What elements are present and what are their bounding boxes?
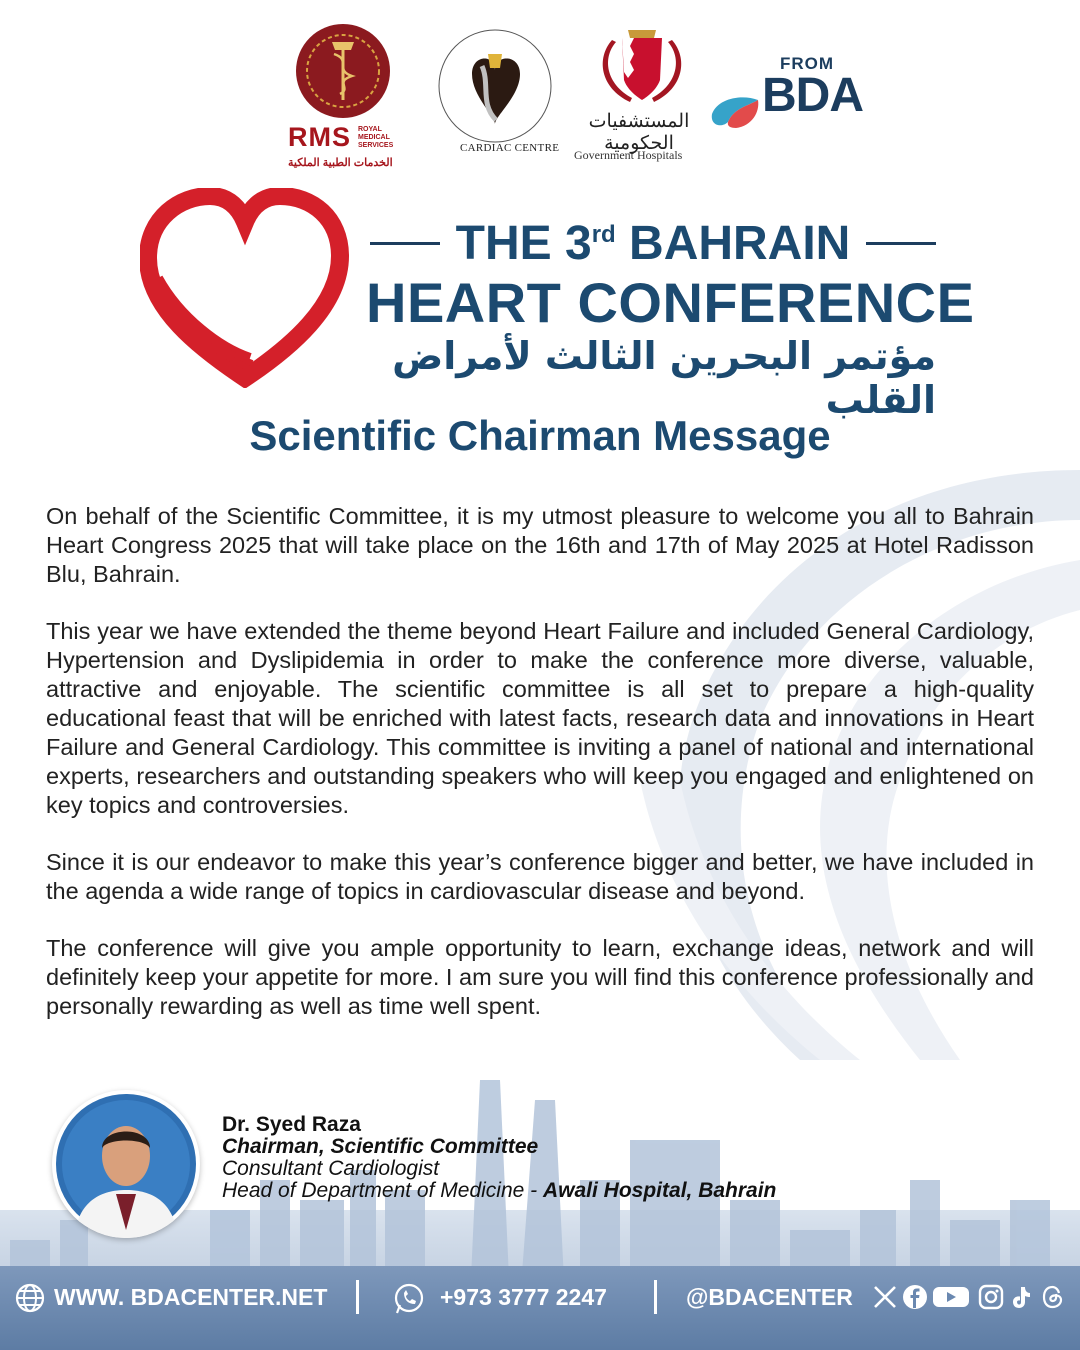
gov-arabic: المستشفيات الحكومية <box>588 110 690 154</box>
signature-block <box>222 1114 776 1202</box>
title-line-1 <box>370 216 936 272</box>
cardiac-emblem-icon <box>430 24 560 144</box>
tiktok-icon[interactable] <box>1008 1284 1034 1310</box>
avatar <box>52 1090 200 1238</box>
government-hospitals-logo <box>572 28 712 168</box>
threads-icon[interactable] <box>1040 1284 1066 1310</box>
signature-title: Consultant Cardiologist <box>222 1157 440 1180</box>
footer <box>0 1268 1080 1332</box>
whatsapp-icon <box>392 1282 426 1316</box>
signature-role: Chairman, Scientific Committee <box>222 1135 539 1158</box>
paragraph: The conference will give you ample opportunity to learn, exchange ideas, network and will definitely keep your appetite for more. I am sure you will find this conference professionally and personally rewarding as well as time well spent. <box>46 935 1034 1019</box>
bda-mark-icon <box>708 92 762 132</box>
rms-subtitle: ROYAL MEDICAL SERVICES <box>358 126 394 149</box>
globe-icon <box>14 1282 46 1314</box>
signature-name: Dr. Syed Raza <box>222 1113 361 1136</box>
bahrain-crest-icon <box>572 28 712 108</box>
bda-logo <box>708 52 888 142</box>
bda-name: BDA <box>762 69 863 122</box>
signature-dept: Head of Department of Medicine - Awali Hospital, Bahrain <box>222 1179 777 1202</box>
message-body <box>46 502 1034 1049</box>
footer-handle[interactable]: @BDACENTER <box>686 1284 853 1310</box>
cardiac-centre-logo <box>430 24 560 164</box>
rms-arabic: الخدمات الطبية الملكية <box>288 157 393 169</box>
gov-english: Government Hospitals <box>574 148 683 162</box>
paragraph: Since it is our endeavor to make this year’s conference bigger and better, we have included in the agenda a wide range of topics in cardiovascular disease and beyond. <box>46 849 1034 904</box>
rms-abbr: RMS <box>288 122 351 152</box>
bda-from: FROM <box>780 54 835 73</box>
title-line-2: HEART CONFERENCE <box>366 271 975 334</box>
instagram-icon[interactable] <box>978 1284 1004 1310</box>
x-icon[interactable] <box>872 1284 898 1310</box>
title-text-1: THE 3rd BAHRAIN <box>455 217 851 270</box>
title-rule-right <box>866 242 936 245</box>
section-title: Scientific Chairman Message <box>249 412 831 459</box>
youtube-icon[interactable] <box>932 1284 970 1310</box>
partner-logos <box>0 18 1080 168</box>
footer-divider <box>356 1280 359 1314</box>
footer-phone[interactable]: +973 3777 2247 <box>440 1284 607 1310</box>
cardiac-label: CARDIAC CENTRE <box>460 142 560 154</box>
footer-website[interactable]: WWW. BDACENTER.NET <box>54 1284 328 1310</box>
title-arabic: مؤتمر البحرين الثالث لأمراض القلب <box>392 334 936 422</box>
paragraph: On behalf of the Scientific Committee, it is my utmost pleasure to welcome you all to Bahrain Heart Congress 2025 that will take place on the 16th and 17th of May 2025 at Hotel Radisson Blu, Bahrain. <box>46 503 1034 587</box>
conference-heart-logo <box>140 188 350 388</box>
signature-hospital: Awali Hospital, Bahrain <box>543 1179 777 1202</box>
rms-logo <box>284 24 404 174</box>
paragraph: This year we have extended the theme beyond Heart Failure and included General Cardiology, Hypertension and Dyslipidemia in order to make the conference more diverse, valuable, attractive and enjoyable. The scientific committee is all set to prepare a high-quality educational feast that will be enriched with latest facts, research data and innovations in Heart Failure and General Cardiology. This committee is inviting a panel of national and international experts, researchers and outstanding speakers who will keep you engaged and enlightened on key topics and controversies. <box>46 618 1034 818</box>
footer-divider <box>654 1280 657 1314</box>
rms-emblem-icon <box>296 24 390 118</box>
facebook-icon[interactable] <box>902 1284 928 1310</box>
